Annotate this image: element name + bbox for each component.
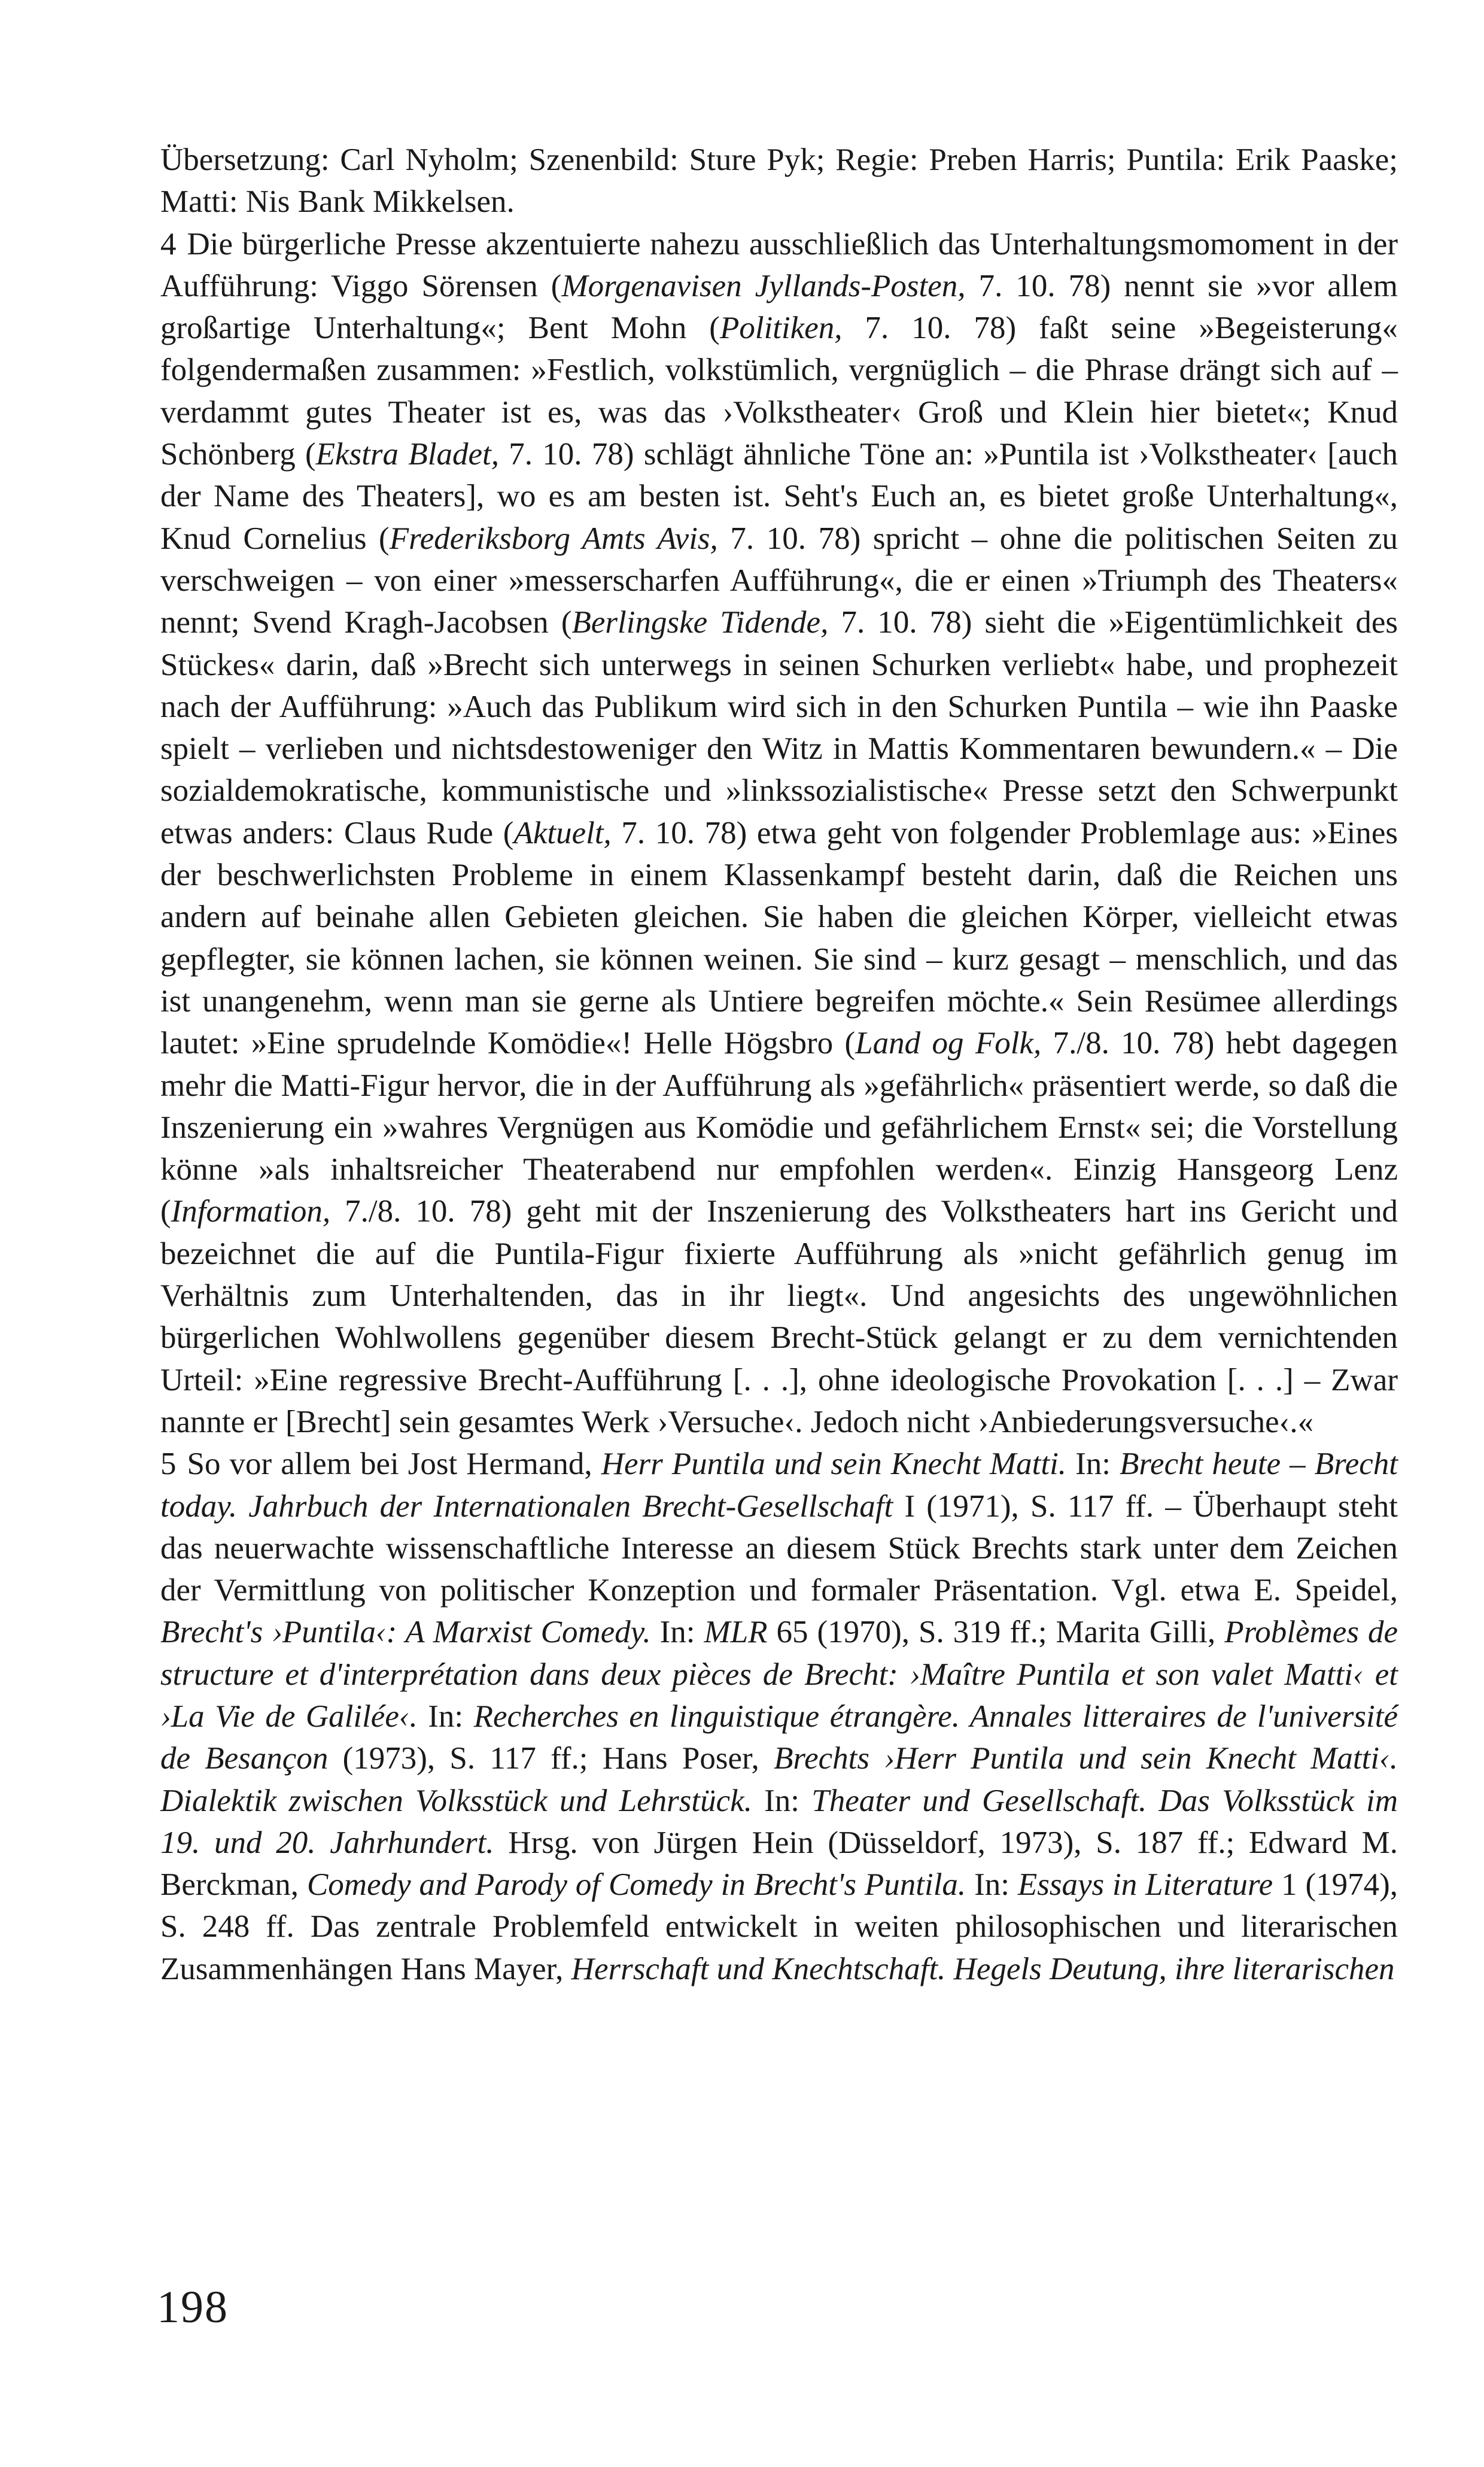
- italic-title: Morgenavisen Jyllands-Posten,: [561, 268, 966, 303]
- text-run: In:: [966, 1867, 1018, 1903]
- text-run: In:: [1066, 1447, 1120, 1482]
- italic-title: Ekstra Bladet,: [315, 437, 499, 472]
- italic-title: Brecht heute – Brecht today. Jahrbuch der Internationalen Brecht-Gesellschaft: [160, 1447, 1398, 1524]
- italic-title: Essays in Literature: [1017, 1867, 1273, 1903]
- italic-title: Aktuelt,: [513, 815, 612, 850]
- italic-title: MLR: [704, 1615, 768, 1650]
- italic-title: Theater und Gesellschaft. Das Volksstück im 19. und 20. Jahrhundert.: [160, 1783, 1398, 1860]
- italic-title: Land og Folk,: [855, 1026, 1042, 1061]
- text-run: So vor allem bei Jost Hermand,: [187, 1447, 601, 1482]
- text-run: 1 (1974), S. 248 ff. Das zentrale Problemfeld entwickelt in weiten philosophischen und literarischen Zusammenhängen Hans Mayer,: [160, 1867, 1398, 1986]
- text-run: Hrsg. von Jürgen Hein (Düsseldorf, 1973), S. 187 ff.; Edward M. Berckman,: [160, 1825, 1398, 1903]
- footnote-number: 5: [160, 1447, 177, 1482]
- italic-title: Frederiksborg Amts Avis,: [389, 521, 718, 556]
- footnote-continuation: [160, 139, 1398, 223]
- footnote-number: 4: [160, 226, 177, 262]
- text-run: 7. 10. 78) sieht die »Eigentümlichkeit des Stückes« darin, daß »Brecht sich unterwegs in seinen Schurken verliebt« habe, und prophezeit nach der Aufführung: »Auch das Publikum wird sich in den Schurken Puntila – wie ihn Paaske spielt – verlieben und nichtsdestoweniger den Witz in Mattis Kommentaren bewundern.« – Die sozialdemokratische, kommunistische und »linkssozialistische« Presse setzt den Schwerpunkt etwas anders: Claus Rude (: [160, 605, 1398, 850]
- page-number: 198: [157, 2282, 229, 2332]
- italic-title: Berlingske Tidende,: [571, 605, 829, 640]
- italic-title: Brecht's ›Puntila‹: A Marxist Comedy.: [160, 1615, 651, 1650]
- text-run: 65 (1970), S. 319 ff.; Marita Gilli,: [767, 1615, 1225, 1650]
- text-run: In:: [752, 1783, 812, 1818]
- italic-title: Problèmes de structure et d'interprétation dans deux pièces de Brecht: ›Maître Puntila et son valet Matti‹ et ›La Vie de Galilée‹.: [160, 1615, 1398, 1734]
- text-run: 7. 10. 78) schlägt ähnliche Töne an: »Puntila ist ›Volkstheater‹ [auch der Name des Theaters], wo es am besten ist. Seht's Euch an, es bietet große Unterhaltung«, Knud Cornelius (: [160, 437, 1398, 556]
- text-run: 7. 10. 78) faßt seine »Begeisterung« folgendermaßen zusammen: »Festlich, volkstümlich, vergnüglich – die Phrase drängt sich auf – verdammt gutes Theater ist es, was das ›Volkstheater‹ Groß und Klein hier bietet«; Knud Schönberg (: [160, 311, 1398, 472]
- text-run: 7./8. 10. 78) geht mit der Inszenierung des Volkstheaters hart ins Gericht und bezeichnet die auf die Puntila-Figur fixierte Aufführung als »nicht gefährlich genug im Verhältnis zum Unterhaltenden, das in ihr liegt«. Und angesichts des ungewöhnlichen bürgerlichen Wohlwollens gegenüber diesem Brecht-Stück gelangt er zu dem vernichtenden Urteil: »Eine regressive Brecht-Aufführung [. . .], ohne ideologische Provokation [. . .] – Zwar nannte er [Brecht] sein gesamtes Werk ›Versuche‹. Jedoch nicht ›Anbiederungsversuche‹.«: [160, 1194, 1398, 1439]
- text-run: 7. 10. 78) nennt sie »vor allem großartige Unterhaltung«; Bent Mohn (: [160, 268, 1398, 346]
- text-run: Die bürgerliche Presse akzentuierte nahezu ausschließlich das Unterhaltungsmomoment in der Aufführung: Viggo Sörensen (: [160, 226, 1398, 303]
- footnote-4: [160, 223, 1398, 1444]
- italic-title: Recherches en linguistique étrangère. Annales litteraires de l'université de Besançon: [160, 1699, 1398, 1776]
- italic-title: Herr Puntila und sein Knecht Matti.: [601, 1447, 1067, 1482]
- text-run: 7. 10. 78) etwa geht von folgender Problemlage aus: »Eines der beschwerlichsten Probleme in einem Klassenkampf besteht darin, daß die Reichen uns andern auf beinahe allen Gebieten gleichen. Sie haben die gleichen Körper, vielleicht etwas gepflegter, sie können lachen, sie können weinen. Sie sind – kurz gesagt – menschlich, und das ist unangenehm, wenn man sie gerne als Untiere begreifen möchte.« Sein Resümee allerdings lautet: »Eine sprudelnde Komödie«! Helle Högsbro (: [160, 815, 1398, 1061]
- text-run: 7./8. 10. 78) hebt dagegen mehr die Matti-Figur hervor, die in der Aufführung als »gefährlich« präsentiert werde, so daß die Inszenierung ein »wahres Vergnügen aus Komödie und gefährlichem Ernst« sei; die Vorstellung könne »als inhaltsreicher Theaterabend nur empfohlen werden«. Einzig Hansgeorg Lenz (: [160, 1026, 1398, 1229]
- italic-title: Politiken,: [719, 311, 843, 346]
- italic-title: Comedy and Parody of Comedy in Brecht's Puntila.: [306, 1867, 966, 1903]
- text-run: Übersetzung: Carl Nyholm; Szenenbild: Sture Pyk; Regie: Preben Harris; Puntila: Erik Paaske; Matti: Nis Bank Mikkelsen.: [160, 142, 1398, 220]
- text-run: In:: [417, 1699, 474, 1734]
- footnote-5: [160, 1443, 1398, 1990]
- text-run: 7. 10. 78) spricht – ohne die politischen Seiten zu verschweigen – von einer »messerscharfen Aufführung«, die er einen »Triumph des Theaters« nennt; Svend Kragh-Jacobsen (: [160, 521, 1398, 640]
- text-run: (1973), S. 117 ff.; Hans Poser,: [328, 1741, 774, 1776]
- italic-title: Information,: [171, 1194, 331, 1229]
- text-run: In:: [650, 1615, 704, 1650]
- footnotes-block: [160, 139, 1398, 1990]
- italic-title: Brechts ›Herr Puntila und sein Knecht Matti‹. Dialektik zwischen Volksstück und Lehrstück.: [160, 1741, 1398, 1818]
- text-run: I (1971), S. 117 ff. – Überhaupt steht das neuerwachte wissenschaftliche Interesse an diesem Stück Brechts stark unter dem Zeichen der Vermittlung von politischer Konzeption und formaler Präsentation. Vgl. etwa E. Speidel,: [160, 1488, 1398, 1608]
- italic-title: Herrschaft und Knechtschaft. Hegels Deutung, ihre literarischen: [571, 1951, 1395, 1986]
